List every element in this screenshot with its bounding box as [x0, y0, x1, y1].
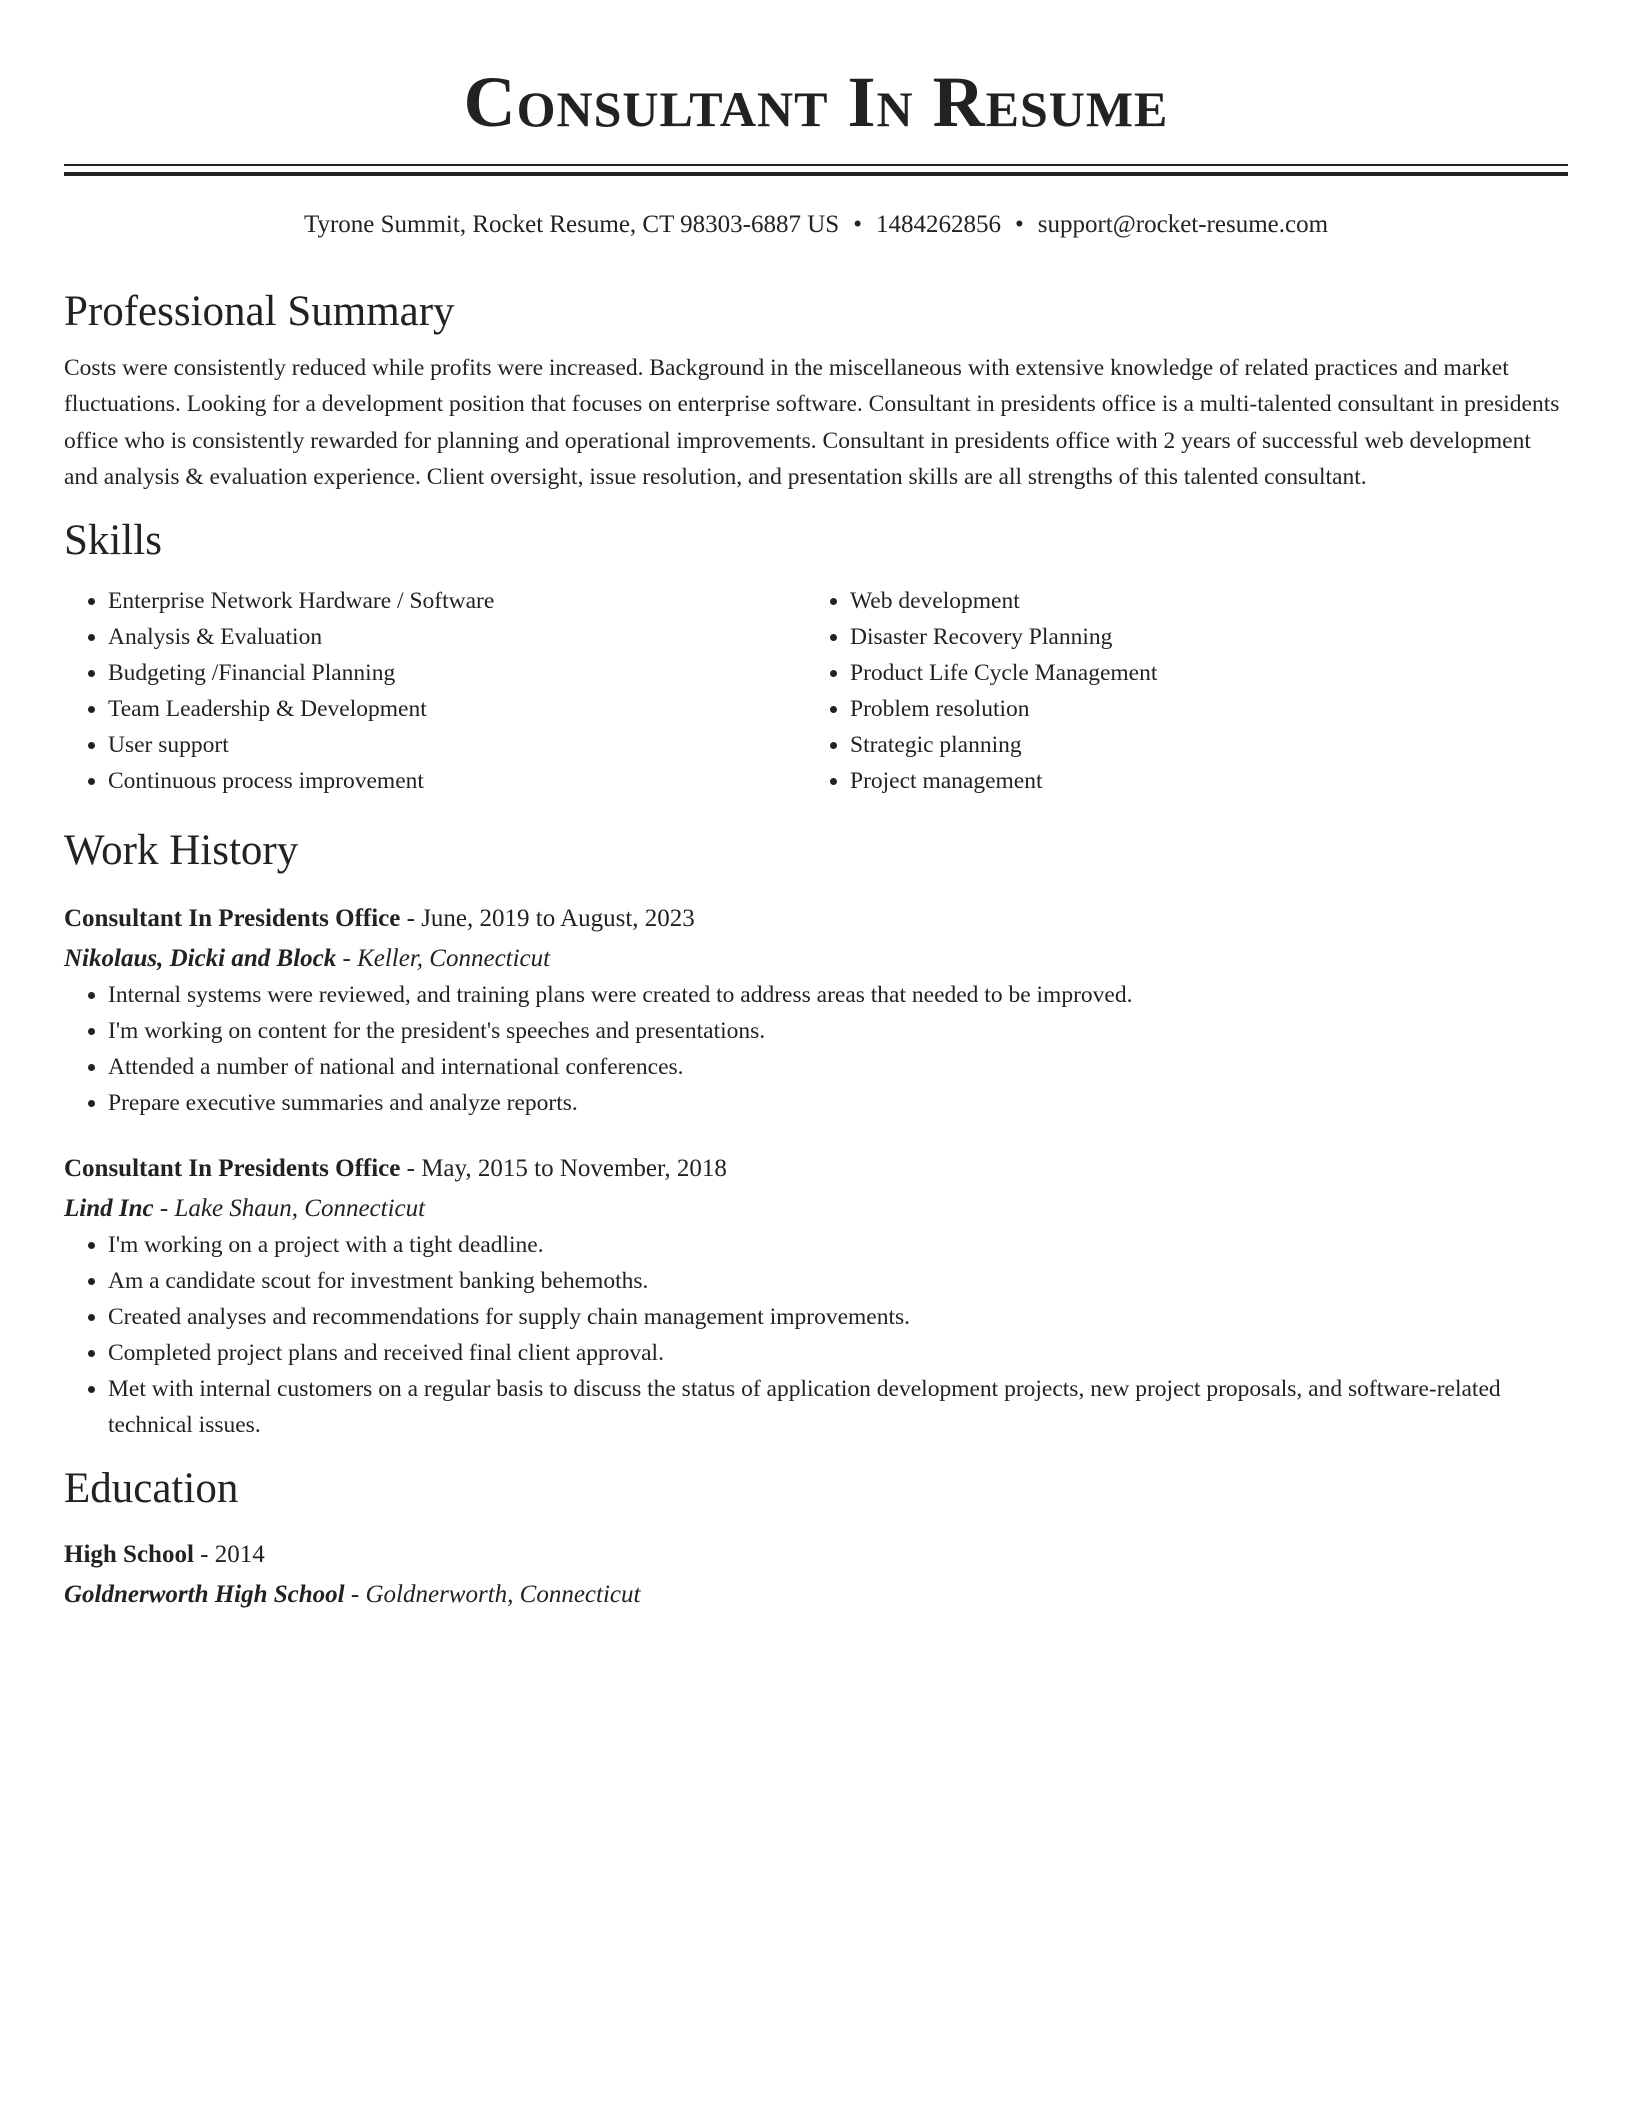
skill-item: • Continuous process improvement	[108, 763, 806, 799]
dash: -	[400, 1155, 422, 1183]
skills-list-right	[806, 583, 1548, 799]
contact-phone: 1484262856	[875, 211, 1001, 238]
dash: -	[336, 945, 358, 973]
education-degree: High School	[64, 1541, 194, 1569]
dash: -	[193, 1541, 215, 1569]
skill-item: • Problem resolution	[850, 691, 1548, 727]
job-company: Lind Inc	[64, 1195, 154, 1223]
job-title: Consultant In Presidents Office	[64, 1155, 401, 1183]
contact-address: Tyrone Summit, Rocket Resume, CT 98303-6887 US	[303, 211, 840, 238]
skill-item: • Enterprise Network Hardware / Software	[108, 583, 806, 619]
job-title: Consultant In Presidents Office	[64, 905, 401, 933]
education-entry	[64, 1537, 1568, 1613]
job-bullets	[64, 977, 1568, 1121]
job-bullet: • Created analyses and recommendations for supply chain management improvements.	[108, 1299, 1568, 1335]
skill-item: • Disaster Recovery Planning	[850, 619, 1548, 655]
job-location: Lake Shaun, Connecticut	[174, 1195, 426, 1223]
resume-title: Consultant In Resume	[463, 62, 1169, 142]
dash: -	[400, 905, 422, 933]
contact-email[interactable]: support@rocket-resume.com	[1037, 211, 1329, 238]
job-bullet: • Met with internal customers on a regular basis to discuss the status of application development projects, new project proposals, and software-related technical issues.	[108, 1371, 1568, 1443]
title-divider	[64, 164, 1568, 176]
job-title-line	[64, 901, 1568, 937]
contact-line	[64, 208, 1568, 242]
skill-item: • Team Leadership & Development	[108, 691, 806, 727]
education-year: 2014	[214, 1541, 265, 1569]
skill-item: • User support	[108, 727, 806, 763]
job-bullet: • Attended a number of national and international conferences.	[108, 1049, 1568, 1085]
job-bullet: • Internal systems were reviewed, and training plans were created to address areas that needed to be improved.	[108, 977, 1568, 1013]
skill-item: • Web development	[850, 583, 1548, 619]
job-title-line	[64, 1151, 1568, 1187]
dash: -	[153, 1195, 175, 1223]
job-company: Nikolaus, Dicki and Block	[64, 945, 337, 973]
job-bullet: • Completed project plans and received final client approval.	[108, 1335, 1568, 1371]
job-dates: June, 2019 to August, 2023	[421, 905, 695, 933]
work-history-heading: Work History	[64, 827, 299, 875]
education-school: Goldnerworth High School	[64, 1581, 345, 1609]
job-entry	[64, 901, 1568, 1121]
education-heading: Education	[64, 1465, 239, 1513]
job-entry	[64, 1151, 1568, 1443]
job-bullet: • I'm working on content for the president's speeches and presentations.	[108, 1013, 1568, 1049]
skill-item: • Product Life Cycle Management	[850, 655, 1548, 691]
contact-separator: •	[853, 211, 862, 238]
contact-separator: •	[1014, 211, 1024, 238]
job-bullet: • Prepare executive summaries and analyze reports.	[108, 1085, 1568, 1121]
job-bullet: • Am a candidate scout for investment banking behemoths.	[108, 1263, 1568, 1299]
resume-page	[64, 0, 1568, 1613]
education-degree-line	[64, 1537, 1568, 1573]
job-company-line	[64, 1191, 1568, 1227]
education-school-line	[64, 1577, 1568, 1613]
skill-item: • Analysis & Evaluation	[108, 619, 806, 655]
job-bullets	[64, 1227, 1568, 1443]
skill-item: • Project management	[850, 763, 1548, 799]
job-bullet: • I'm working on a project with a tight deadline.	[108, 1227, 1568, 1263]
summary-text: Costs were consistently reduced while profits were increased. Background in the miscellaneous with extensive knowledge of related practices and market fluctuations. Looking for a development position that focuses on enterprise software. Consultant in presidents office is a multi-talented consultant in presidents office who is consistently rewarded for planning and operational improvements. Consultant in presidents office with 2 years of successful web development and analysis & evaluation experience. Client oversight, issue resolution, and presentation skills are all strengths of this talented consultant.	[64, 355, 1560, 490]
skills-heading: Skills	[64, 517, 162, 565]
dash: -	[344, 1581, 366, 1609]
job-location: Keller, Connecticut	[357, 945, 551, 973]
job-company-line	[64, 941, 1568, 977]
summary-heading: Professional Summary	[64, 288, 455, 335]
skills-list-left	[64, 583, 806, 799]
skill-item: • Budgeting /Financial Planning	[108, 655, 806, 691]
skill-item: • Strategic planning	[850, 727, 1548, 763]
job-dates: May, 2015 to November, 2018	[421, 1155, 727, 1183]
education-location: Goldnerworth, Connecticut	[365, 1581, 641, 1609]
skills-columns	[64, 583, 1568, 799]
